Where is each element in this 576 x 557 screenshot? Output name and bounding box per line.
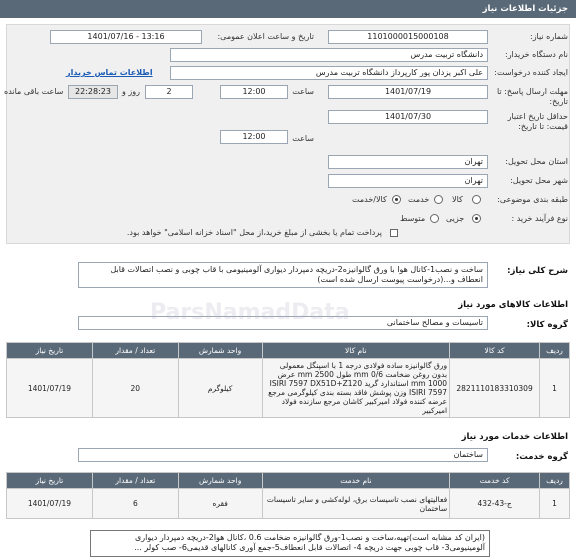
table-row xyxy=(7,489,570,519)
goods-col-unit: واحد شمارش xyxy=(178,343,262,359)
services-row-name: فعالیتهای نصب تاسیسات برق، لوله‌کشی و سایر تاسیسات ساختمان xyxy=(262,489,450,519)
services-row-number: 1 xyxy=(540,489,570,519)
services-col-code: کد خدمت xyxy=(450,473,540,489)
remaining-time-field: 22:28:23 xyxy=(68,85,118,99)
deadline-time-field[interactable]: 12:00 xyxy=(220,85,288,99)
goods-row-qty: 20 xyxy=(92,359,178,418)
category-goods-service-radio[interactable] xyxy=(392,195,401,204)
category-goods-label: کالا xyxy=(452,195,463,204)
table-row xyxy=(7,359,570,418)
goods-group-field[interactable]: تاسیسات و مصالح ساختمانی xyxy=(78,316,488,330)
province-field[interactable]: تهران xyxy=(328,155,488,169)
services-col-unit: واحد شمارش xyxy=(178,473,262,489)
deadline-date-field[interactable]: 1401/07/19 xyxy=(328,85,488,99)
watermark-text: ParsNamadData xyxy=(150,300,350,325)
days-label: روز و xyxy=(122,87,140,96)
process-minor-label: جزیی xyxy=(446,214,465,223)
days-field[interactable]: 2 xyxy=(145,85,193,99)
goods-col-qty: تعداد / مقدار xyxy=(92,343,178,359)
remaining-label: ساعت باقی مانده xyxy=(4,87,64,96)
services-table xyxy=(6,472,570,519)
process-medium-radio[interactable] xyxy=(430,214,439,223)
buyer-label: نام دستگاه خریدار: xyxy=(505,50,568,59)
goods-group-label: گروه کالا: xyxy=(526,320,568,330)
description-box: ساخت و نصب1-کانال هوا با ورق گالوانیزه2-دریچه دمپردار دیواری آلومینیومی با قاب چوبی و نصب اتصالات قابل انعطاف و...(درخواست پیوست ارسال شده است) xyxy=(78,262,488,288)
services-section-title: اطلاعات خدمات مورد نیاز xyxy=(461,432,568,442)
category-goods-service-label: کالا/خدمت xyxy=(352,195,387,204)
category-label: طبقه بندی موضوعی: xyxy=(497,195,568,204)
process-medium-label: متوسط xyxy=(400,214,426,223)
services-group-label: گروه خدمت: xyxy=(515,452,568,462)
services-row-date: 1401/07/19 xyxy=(7,489,93,519)
services-row-qty: 6 xyxy=(92,489,178,519)
category-goods-radio[interactable] xyxy=(472,195,481,204)
city-field[interactable]: تهران xyxy=(328,174,488,188)
deadline-label: مهلت ارسال پاسخ: تا تاریخ: xyxy=(496,87,568,106)
goods-col-code: کد کالا xyxy=(450,343,540,359)
creator-field[interactable]: علی اکبر یزدان پور کارپرداز دانشگاه تربیت مدرس xyxy=(170,66,488,80)
validity-date-field[interactable]: 1401/07/30 xyxy=(328,110,488,124)
need-number-label: شماره نیاز: xyxy=(530,32,568,41)
process-minor-radio[interactable] xyxy=(472,214,481,223)
goods-table xyxy=(6,342,570,418)
contact-link[interactable]: اطلاعات تماس خریدار xyxy=(66,68,153,77)
services-group-field[interactable]: ساختمان xyxy=(78,448,488,462)
deadline-time-label: ساعت xyxy=(292,87,314,96)
goods-row-code: 2821110183310309 xyxy=(450,359,540,418)
announce-date-field[interactable]: 1401/07/16 - 13:16 xyxy=(50,30,202,44)
header-bar xyxy=(0,0,576,18)
buyer-field[interactable]: دانشگاه تربیت مدرس xyxy=(170,48,488,62)
services-row-unit: فقره xyxy=(178,489,262,519)
need-number-field[interactable]: 1101000015000108 xyxy=(328,30,488,44)
payment-checkbox[interactable] xyxy=(390,229,398,237)
services-col-name: نام خدمت xyxy=(262,473,450,489)
services-col-date: تاریخ نیاز xyxy=(7,473,93,489)
validity-label: حداقل تاریخ اعتبار قیمت: تا تاریخ: xyxy=(507,112,568,131)
creator-label: ایجاد کننده درخواست: xyxy=(494,68,568,77)
goods-col-date: تاریخ نیاز xyxy=(7,343,93,359)
goods-row-date: 1401/07/19 xyxy=(7,359,93,418)
city-label: شهر محل تحویل: xyxy=(510,176,568,185)
category-service-radio[interactable] xyxy=(434,195,443,204)
goods-row-unit: کیلوگرم xyxy=(178,359,262,418)
goods-col-row: ردیف xyxy=(540,343,570,359)
category-service-label: خدمت xyxy=(408,195,430,204)
goods-section-title: اطلاعات کالاهای مورد نیاز xyxy=(458,300,568,310)
goods-col-name: نام کالا xyxy=(262,343,450,359)
page-title: جزئیات اطلاعات نیاز xyxy=(482,4,568,14)
goods-row-name: ورق گالوانیزه ساده فولادی درجه 1 با اسپنگل معمولی بدون روغن ضخامت 0/6 mm طول 2500 mm عرض 1000 mm استاندارد گرید ISIRI 7597 DX51D+Z120 ISIRI 7597 وزن پوشش فاقد بسته بندی کیلوگرمی مرجع عرضه کننده فولاد امیرکبیر کاشان مرجع سازنده فولاد امیرکبیر xyxy=(262,359,450,418)
services-col-row: ردیف xyxy=(540,473,570,489)
description-label: شرح کلی نیاز: xyxy=(507,266,568,276)
process-label: نوع فرآیند خرید : xyxy=(511,214,568,223)
announce-date-label: تاریخ و ساعت اعلان عمومی: xyxy=(217,32,314,41)
validity-time-label: ساعت xyxy=(292,134,314,143)
goods-row-number: 1 xyxy=(540,359,570,418)
validity-time-field[interactable]: 12:00 xyxy=(220,130,288,144)
province-label: استان محل تحویل: xyxy=(505,157,568,166)
services-col-qty: تعداد / مقدار xyxy=(92,473,178,489)
buyer-notes-box: (ایران کد مشابه است)تهیه،ساخت و نصب1-ورق گالوانیزه ضخامت 0.6 ،کانال هوا2-دریچه دمپردار دیواری آلومینیومی3- قاب چوبی جهت دریچه 4- اتصالات قابل انعطاف5-جمع آوری کانالهای قدیمی6- صب کولر ... xyxy=(90,530,490,557)
services-row-code: ج-43-432 xyxy=(450,489,540,519)
payment-note: پرداخت تمام یا بخشی از مبلغ خرید،از محل "اسناد خزانه اسلامی" خواهد بود. xyxy=(126,228,382,237)
